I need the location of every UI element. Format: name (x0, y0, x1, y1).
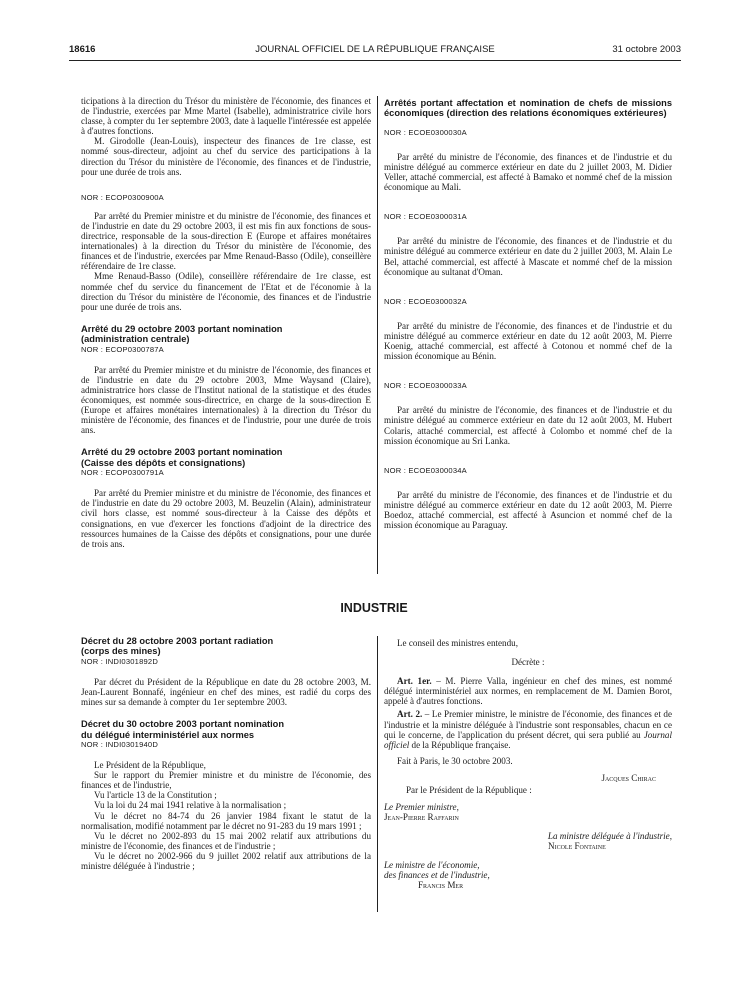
page-number: 18616 (69, 44, 96, 55)
article-text: – Le Premier ministre, le ministre de l'économie, des finances et de l'industrie et la ministre déléguée à l'industrie sont responsables, chacun en ce qui le concerne, de l'application du présent décret, qui sera publié au (384, 709, 672, 740)
top-left-column (81, 96, 371, 549)
par-le-president: Par le Président de la République : (406, 785, 532, 796)
nor-reference: NOR : ECOE0300032A (384, 296, 467, 306)
article-label: Art. 2. (397, 709, 423, 720)
article-2 (384, 709, 672, 749)
section-heading-sub: (corps des mines) (81, 646, 161, 657)
nor-reference: NOR : ECOP0300791A (81, 468, 164, 478)
journal-reference: Journal officiel (384, 729, 672, 750)
decree-paragraph: Par arrêté du Premier ministre et du ministre de l'économie, des finances et de l'industrie en date du 29 octobre 2003, M. Beuzelin (Alain), administrateur civil hors classe, est nommé sous-directeur à la Caisse des dépôts et consignations, en vue d'exercer les fonctions d'adjoint de la directrice des ressources humaines de la Caisse des dépôts et consignations, pour une durée de trois ans. (81, 488, 371, 549)
section-heading: Décret du 30 octobre 2003 portant nomination (81, 719, 285, 730)
decree-paragraph: Mme Renaud-Basso (Odile), conseillère référendaire de 1re classe, est nommée chef du service du financement de l'Etat et de l'économie à la direction du Trésor du ministère de l'économie, des finances et de l'industrie pour une durée de trois ans. (81, 271, 371, 312)
decree-paragraph: Par arrêté du Premier ministre et du ministre de l'économie, des finances et de l'industrie en date du 29 octobre 2003, Mme Waysand (Claire), administratrice hors classe de l'Institut national de la statistique et des études économiques, est nommée sous-directrice, en charge de la sous-direction E (Europe et affaires monétaires internationales) à la direction du Trésor du ministère de l'économie, des finances et de l'industrie, pour une durée de trois ans. (81, 364, 371, 436)
bottom-right-column (384, 638, 672, 890)
decree-line: Le Président de la République, (94, 760, 206, 771)
nor-reference: NOR : INDI0301892D (81, 656, 159, 666)
section-heading-sub: du délégué interministériel aux normes (81, 729, 255, 740)
me-title: des finances et de l'industrie, (384, 869, 490, 880)
decree-line: Vu le décret no 84-74 du 26 janvier 1984 fixant le statut de la normalisation, modifié notamment par le décret no 91-283 du 19 mars 1991 ; (81, 810, 371, 831)
nor-reference: NOR : ECOE0300034A (384, 465, 467, 475)
nor-reference: NOR : ECOP0300900A (81, 192, 164, 202)
section-heading: Décret du 28 octobre 2003 portant radiation (81, 636, 274, 646)
pm-title: Le Premier ministre, (384, 802, 459, 813)
top-right-column (384, 98, 672, 530)
article-1 (384, 676, 672, 706)
column-divider (377, 636, 378, 912)
signatory-title (384, 802, 672, 812)
nor-reference: NOR : ECOP0300787A (81, 344, 164, 354)
mdi-title: La ministre déléguée à l'industrie, (547, 831, 672, 842)
section-heading: Arrêté du 29 octobre 2003 portant nomination (81, 447, 283, 458)
issue-date: 31 octobre 2003 (612, 44, 681, 55)
decree-paragraph: Par arrêté du ministre de l'économie, des finances et de l'industrie et du ministre délégué au commerce extérieur en date du 12 août 2003, M. Pierre Boedoz, attaché commercial, est affecté à Asuncion et nommé chef de la mission économique au Paraguay. (384, 489, 672, 531)
signatory-title (384, 831, 672, 841)
signatory-name: Francis Mer (418, 879, 464, 890)
bottom-left-column (81, 636, 371, 871)
nor-reference: NOR : INDI0301940D (81, 740, 159, 749)
section-heading-sub: (administration centrale) (81, 334, 190, 345)
section-heading: Arrêté du 29 octobre 2003 portant nomination (81, 323, 283, 334)
continuation-paragraph: M. Girodolle (Jean-Louis), inspecteur des finances de 1re classe, est nommé sous-directeur, adjoint au chef du service des participations à la direction du Trésor du ministère de l'économie, des finances et de l'industrie, pour une durée de trois ans. (81, 136, 371, 177)
nor-reference: NOR : ECOE0300030A (384, 127, 467, 137)
signatory-name: Nicole Fontaine (548, 841, 606, 852)
page-header (69, 44, 681, 58)
signatory-name: Jean-Pierre Raffarin (384, 812, 459, 823)
decree-line: Vu l'article 13 de la Constitution ; (94, 790, 217, 801)
decree-paragraph: Par arrêté du ministre de l'économie, des finances et de l'industrie et du ministre délégué au commerce extérieur en date du 12 août 2003, M. Hubert Colaris, attaché commercial, est affecté à Colombo et nommé chef de la mission économique au Sri Lanka. (384, 405, 672, 446)
decree-paragraph: Par arrêté du ministre de l'économie, des finances et de l'industrie et du ministre délégué au commerce extérieur en date du 2 juillet 2003, M. Alain Le Bel, attaché commercial, est affecté à Mascate et nommé chef de la mission économique au sultanat d'Oman. (384, 236, 672, 277)
header-rule (69, 60, 681, 61)
signatory-title (384, 860, 672, 870)
signatory-title (384, 870, 672, 880)
article-text: – M. Pierre Valla, ingénieur en chef des mines, est nommé délégué interministériel aux normes, en remplacement de M. Damien Borot, appelé à d'autres fonctions. (384, 676, 672, 707)
me-title: Le ministre de l'économie, (384, 859, 480, 870)
decree-paragraph: Par arrêté du ministre de l'économie, des finances et de l'industrie et du ministre délégué au commerce extérieur en date du 12 août 2003, M. Pierre Koenig, attaché commercial, est affecté à Cotonou et nommé chef de la mission économique au Bénin. (384, 320, 672, 362)
decree-paragraph: Par décret du Président de la République en date du 28 octobre 2003, M. Jean-Laurent Bonnafé, ingénieur en chef des mines, est radié du corps des mines sur sa demande à compter du 1er septembre 2003. (81, 676, 371, 708)
continuation-paragraph: ticipations à la direction du Trésor du ministère de l'économie, des finances et de l'industrie, exercées par Mme Martel (Isabelle), administratrice civile hors classe, à compter du 1er septembre 2003, date à laquelle l'intéressée est appelée à d'autres fonctions. (81, 96, 371, 137)
decrete-label: Décrète : (511, 657, 545, 668)
nor-reference: NOR : ECOE0300031A (384, 212, 467, 222)
decree-line: Vu le décret no 2002-893 du 15 mai 2002 relatif aux attributions du ministre de l'économie, des finances et de l'industrie ; (81, 830, 371, 851)
fait-a-paris: Fait à Paris, le 30 octobre 2003. (397, 755, 513, 766)
signatory-name: Jacques Chirac (601, 772, 656, 783)
column-divider (377, 96, 378, 574)
article-label: Art. 1er. (397, 676, 432, 687)
article-text: de la République française. (409, 739, 511, 750)
decree-paragraph: Par arrêté du Premier ministre et du ministre de l'économie, des finances et de l'industrie en date du 29 octobre 2003, il est mis fin aux fonctions de sous-directrice, responsable de la sous-direction E (Europe et affaires monétaires internationales) à la direction du Trésor du ministère de l'économie, des finances et de l'industrie, exercées par Mme Renaud-Basso (Odile), conseillère référendaire de 1re classe. (81, 210, 371, 272)
nor-reference: NOR : ECOE0300033A (384, 381, 467, 391)
section-title: INDUSTRIE (340, 601, 408, 615)
journal-title: JOURNAL OFFICIEL DE LA RÉPUBLIQUE FRANÇAISE (255, 44, 495, 55)
decree-line: Vu le décret no 2002-966 du 9 juillet 2002 relatif aux attributions de la ministre déléguée à l'industrie ; (81, 850, 371, 872)
decree-line: Vu la loi du 24 mai 1941 relative à la normalisation ; (94, 800, 287, 811)
decree-paragraph: Par arrêté du ministre de l'économie, des finances et de l'industrie et du ministre délégué au commerce extérieur en date du 2 juillet 2003, M. Didier Veller, attaché commercial, est affecté à Bamako et nommé chef de la mission économique au Mali. (384, 151, 672, 193)
section-heading-sub: (Caisse des dépôts et consignations) (81, 457, 246, 468)
decree-line: Le conseil des ministres entendu, (397, 638, 518, 648)
section-heading: Arrêtés portant affectation et nomination de chefs de missions économiques (direction des relations économiques extérieures) (384, 98, 672, 119)
decree-line: Sur le rapport du Premier ministre et du ministre de l'économie, des finances et de l'industrie, (81, 770, 371, 791)
